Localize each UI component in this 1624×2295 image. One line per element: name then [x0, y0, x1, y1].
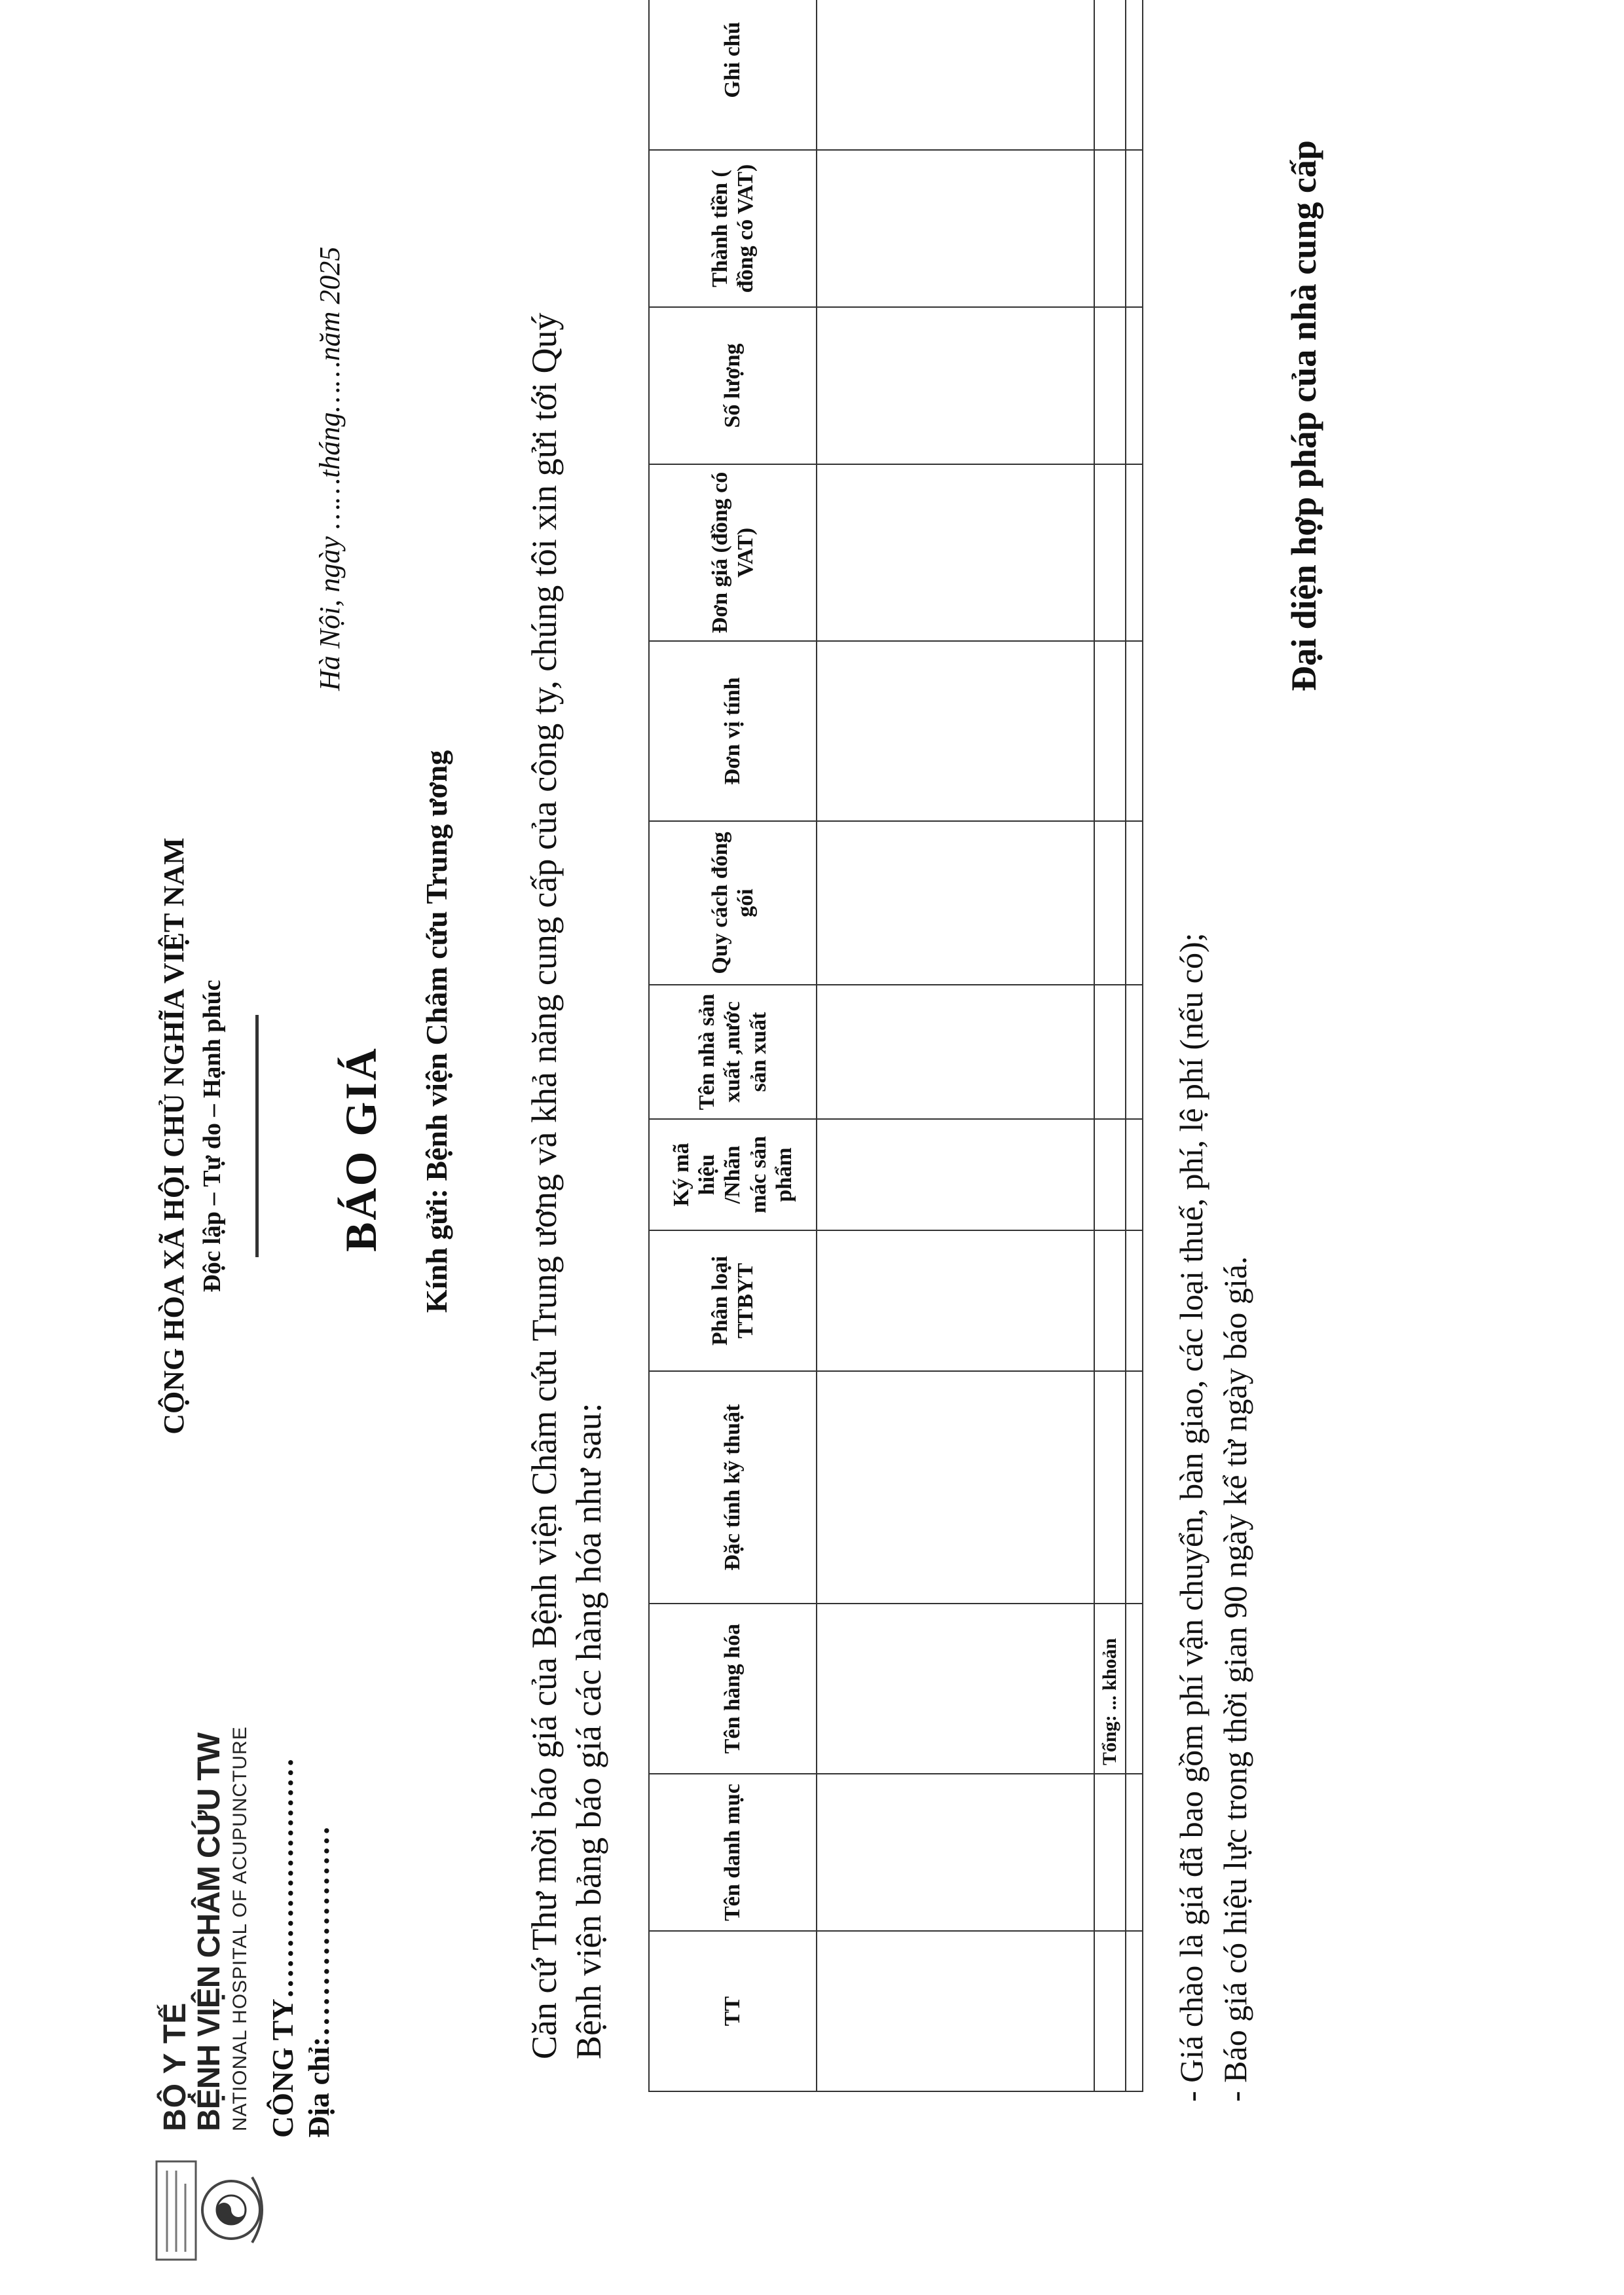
table-cell [1126, 1774, 1143, 1931]
table-cell [1094, 1371, 1126, 1604]
table-cell [817, 0, 1094, 150]
date-line: Hà Nội, ngày ……tháng……năm 2025 [314, 246, 346, 691]
table-cell [1094, 1931, 1126, 2091]
table-cell [817, 641, 1094, 821]
column-header: Tên nhà sản xuất ,nước sản xuất [649, 985, 817, 1119]
motto-underline [255, 1015, 259, 1257]
intro-paragraph-line-1: Căn cứ Thư mời báo giá của Bệnh viện Châm cứu Trung ương và khả năng cung cấp của công ty, chúng tôi xin gửi tới Quý [525, 312, 564, 2059]
table-cell [1126, 985, 1143, 1119]
table-header-row [649, 0, 817, 2091]
table-cell [817, 464, 1094, 641]
table-row [1126, 0, 1143, 2091]
column-header: Quy cách đóng gói [649, 821, 817, 985]
table-cell [817, 1774, 1094, 1931]
table-cell [1126, 464, 1143, 641]
table-cell [1094, 1774, 1126, 1931]
table-cell [1126, 0, 1143, 150]
brand-ministry: BỘ Y TẾ [158, 2002, 193, 2131]
table-cell [817, 1604, 1094, 1774]
table-cell [1094, 150, 1126, 307]
table-cell [817, 150, 1094, 307]
note-validity: - Báo giá có hiệu lực trong thời gian 90 ngày kể từ ngày báo giá. [1217, 1256, 1253, 2102]
table-cell [817, 1230, 1094, 1371]
table-cell [1126, 1931, 1143, 2091]
signature-label: Đại diện hợp pháp của nhà cung cấp [1284, 140, 1323, 691]
table-cell [817, 1931, 1094, 2091]
table-cell [1094, 641, 1126, 821]
document-title: BÁO GIÁ [336, 1046, 386, 1252]
table-cell [1126, 1604, 1143, 1774]
national-motto: Độc lập – Tự do – Hạnh phúc [198, 980, 226, 1293]
table-cell [817, 307, 1094, 464]
table-cell [1126, 1371, 1143, 1604]
column-header: Ghi chú [649, 0, 817, 150]
company-name-field: CÔNG TY…………………… [266, 1757, 299, 2138]
table-cell [817, 1119, 1094, 1230]
table-cell [1126, 1119, 1143, 1230]
column-header: Phân loại TTBYT [649, 1230, 817, 1371]
table-cell [1126, 641, 1143, 821]
table-cell [1094, 821, 1126, 985]
table-cell [817, 821, 1094, 985]
column-header: Đơn giá (đồng có VAT) [649, 464, 817, 641]
intro-paragraph-line-2: Bệnh viện bảng báo giá các hàng hóa như sau: [569, 1403, 608, 2059]
table-cell [817, 1371, 1094, 1604]
quotation-table [648, 0, 1143, 2092]
column-header: Đặc tính kỹ thuật [649, 1371, 817, 1604]
column-header: Tên danh mục [649, 1774, 817, 1931]
table-cell [1126, 150, 1143, 307]
table-total-row [1094, 0, 1126, 2091]
table-cell [1094, 0, 1126, 150]
table-cell [1094, 1230, 1126, 1371]
table-cell [1126, 307, 1143, 464]
total-label: Tổng: ... khoản [1094, 1604, 1126, 1774]
company-address-field: Địa chỉ:………………… [302, 1826, 335, 2138]
table-cell [817, 985, 1094, 1119]
hospital-logo [154, 2157, 265, 2262]
column-header: Tên hàng hóa [649, 1604, 817, 1774]
brand-hospital-name: BỆNH VIỆN CHÂM CỨU TW [192, 1733, 227, 2131]
table-cell [1126, 1230, 1143, 1371]
column-header: Số lượng [649, 307, 817, 464]
table-cell [1094, 307, 1126, 464]
table-row [817, 0, 1094, 2091]
brand-english-name: NATIONAL HOSPITAL OF ACUPUNCTURE [229, 1726, 251, 2131]
recipient-line: Kính gửi: Bệnh viện Châm cứu Trung ương [420, 750, 453, 1313]
table-cell [1094, 464, 1126, 641]
column-header: Thành tiền ( đồng có VAT) [649, 150, 817, 307]
column-header: Đơn vị tính [649, 641, 817, 821]
national-title: CỘNG HÒA XÃ HỘI CHỦ NGHĨA VIỆT NAM [158, 837, 190, 1435]
table-cell [1094, 1119, 1126, 1230]
column-header: TT [649, 1931, 817, 2091]
table-cell [1126, 821, 1143, 985]
note-price-inclusion: - Giá chào là giá đã bao gồm phí vận chuyển, bàn giao, các loại thuế, phí, lệ phí (nếu có); [1173, 932, 1209, 2102]
table-cell [1094, 985, 1126, 1119]
column-header: Ký mã hiệu /Nhãn mác sản phẩm [649, 1119, 817, 1230]
